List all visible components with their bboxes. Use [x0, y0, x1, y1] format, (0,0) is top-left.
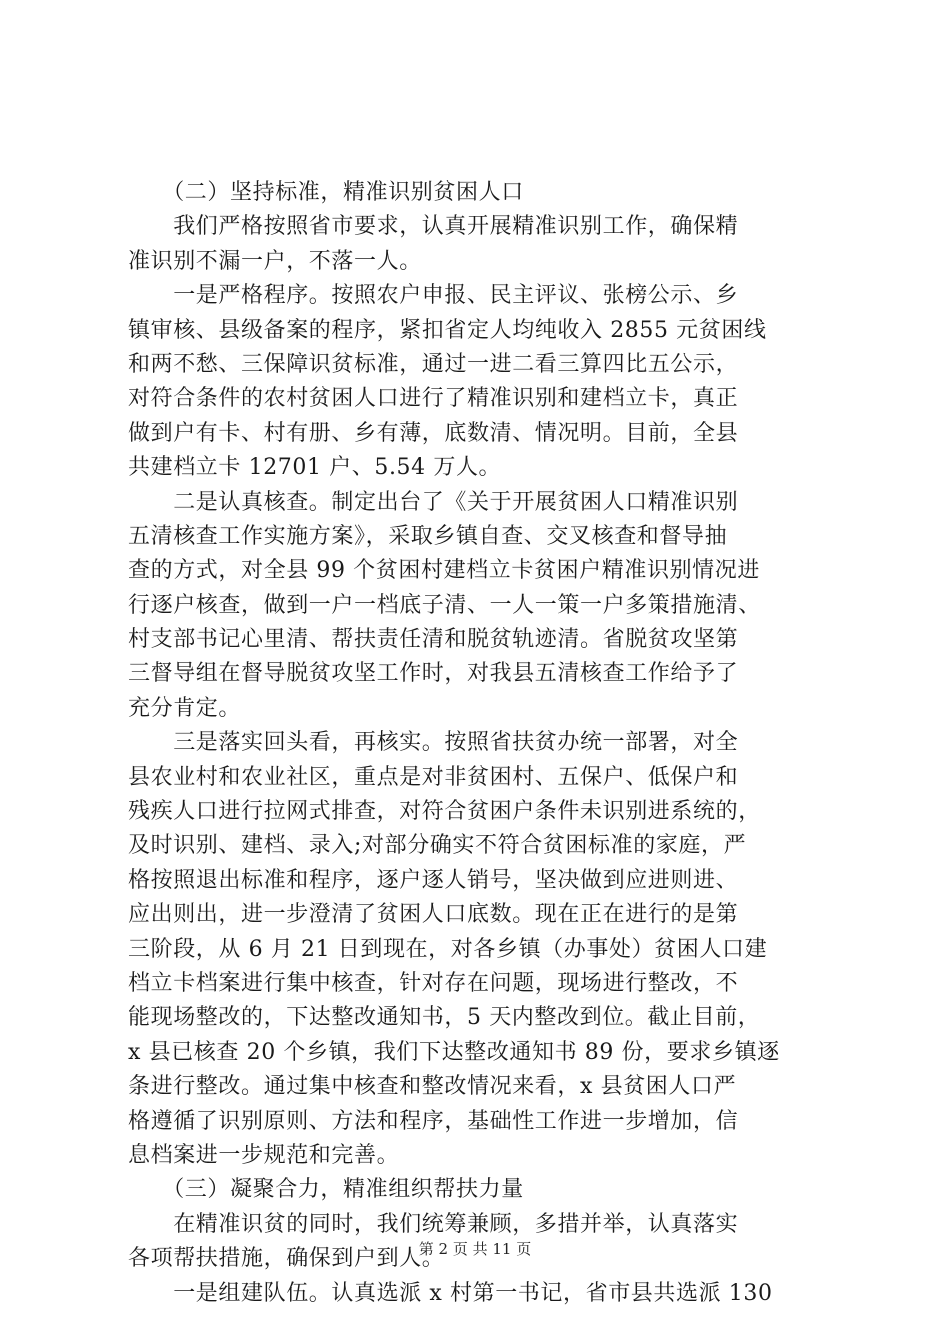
text-line: 三阶段，从 6 月 21 日到现在，对各乡镇（办事处）贫困人口建 — [128, 936, 768, 962]
text-line: 查的方式，对全县 99 个贫困村建档立卡贫困户精准识别情况进 — [128, 558, 760, 584]
text-line: x 县已核查 20 个乡镇，我们下达整改通知书 89 份，要求乡镇逐 — [128, 1039, 780, 1065]
text-line: 五清核查工作实施方案》，采取乡镇自查、交叉核查和督导抽 — [128, 523, 728, 549]
text-line: 村支部书记心里清、帮扶责任清和脱贫轨迹清。省脱贫攻坚第 — [128, 627, 739, 653]
text-line: 各项帮扶措施，确保到户到人。 — [128, 1246, 445, 1272]
text-line: 我们严格按照省市要求，认真开展精准识别工作，确保精 — [128, 214, 739, 240]
text-line: 充分肯定。 — [128, 695, 242, 721]
body-text — [128, 176, 832, 1311]
text-line: 残疾人口进行拉网式排查，对符合贫困户条件未识别进系统的， — [128, 799, 761, 825]
text-line: 共建档立卡 12701 户、5.54 万人。 — [128, 455, 502, 481]
text-line: 行逐户核查，做到一户一档底子清、一人一策一户多策措施清、 — [128, 592, 761, 618]
text-line: 对符合条件的农村贫困人口进行了精准识别和建档立卡，真正 — [128, 386, 739, 412]
text-line: 县农业村和农业社区，重点是对非贫困村、五保户、低保户和 — [128, 764, 739, 790]
text-line: 格遵循了识别原则、方法和程序，基础性工作进一步增加，信 — [128, 1108, 739, 1134]
text-line: （三）凝聚合力，精准组织帮扶力量 — [128, 1177, 524, 1203]
text-line: 三督导组在督导脱贫攻坚工作时，对我县五清核查工作给予了 — [128, 661, 739, 687]
text-line: 做到户有卡、村有册、乡有薄，底数清、情况明。目前，全县 — [128, 420, 739, 446]
text-line: 镇审核、县级备案的程序，紧扣省定人均纯收入 2855 元贫困线 — [128, 317, 767, 343]
text-line: 一是严格程序。按照农户申报、民主评议、张榜公示、乡 — [128, 283, 739, 309]
text-line: 条进行整改。通过集中核查和整改情况来看，x 县贫困人口严 — [128, 1074, 737, 1100]
text-line: 二是认真核查。制定出台了《关于开展贫困人口精准识别 — [128, 489, 739, 515]
text-line: 档立卡档案进行集中核查，针对存在问题，现场进行整改，不 — [128, 970, 739, 996]
text-line: （二）坚持标准，精准识别贫困人口 — [128, 180, 524, 205]
text-line: 三是落实回头看，再核实。按照省扶贫办统一部署，对全 — [128, 730, 739, 756]
text-line: 及时识别、建档、录入;对部分确实不符合贫困标准的家庭，严 — [128, 833, 747, 859]
text-line: 在精准识贫的同时，我们统筹兼顾，多措并举，认真落实 — [128, 1211, 739, 1237]
text-line: 和两不愁、三保障识贫标准，通过一进二看三算四比五公示， — [128, 351, 739, 377]
text-line: 准识别不漏一户，不落一人。 — [128, 248, 422, 274]
text-line: 应出则出，进一步澄清了贫困人口底数。现在正在进行的是第 — [128, 902, 739, 928]
text-line: 一是组建队伍。认真选派 x 村第一书记，省市县共选派 130 — [128, 1280, 773, 1306]
text-line: 能现场整改的，下达整改通知书，5 天内整改到位。截止目前， — [128, 1005, 761, 1031]
text-line: 息档案进一步规范和完善。 — [128, 1142, 400, 1168]
page-footer: 第 2 页 共 11 页 — [418, 1240, 532, 1258]
text-line: 格按照退出标准和程序，逐户逐人销号，坚决做到应进则进、 — [128, 867, 739, 893]
